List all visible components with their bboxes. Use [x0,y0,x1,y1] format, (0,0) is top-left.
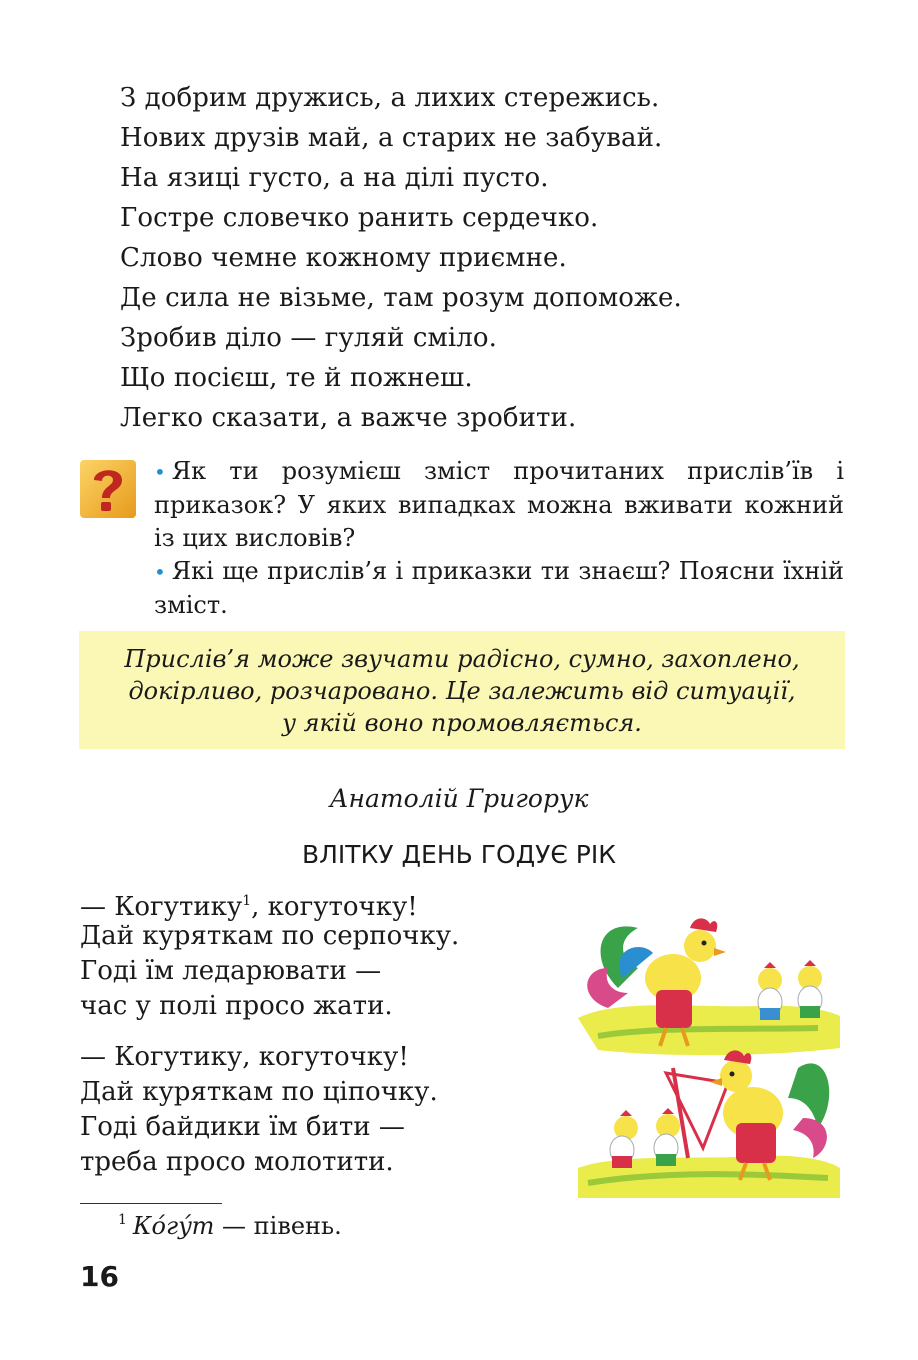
proverb-line: Легко сказати, а важче зробити. [120,403,577,433]
poem-line: Годі байдики їм бити — [80,1112,405,1142]
note-text: Прислів’я може звучати радісно, сумно, захоплено, докірливо, розчаровано. Це залежить від ситуації, у якій воно промовляється. [124,645,800,737]
proverb-line: Слово чемне кожному приємне. [120,243,567,273]
poem-line: Годі їм ледарювати — [80,956,382,986]
bullet-icon: • [154,460,166,484]
poem-line: — Когутику$^1$, когуточку! [80,892,418,922]
proverb-line: Що посієш, те й пожнеш. [120,363,473,393]
proverb-line: Зробив діло — гуляй сміло. [120,323,497,353]
poem-stanza-1 [80,884,459,1024]
proverb-line: Де сила не візьме, там розум допоможе. [120,283,682,313]
proverb-line: З добрим дружись, а лихих стережись. [120,83,660,113]
poem-line: треба просо молотити. [80,1147,394,1177]
footnote-number: 1 [118,1212,127,1228]
question-mark-icon [80,460,136,518]
rooster-chicks-illustration [578,898,840,1198]
poem-line: — Когутику, когуточку! [80,1042,409,1072]
question-item: • Які ще прислів’я і приказки ти знаєш? Поясни їхній зміст. [154,557,844,619]
proverb-line: Нових друзів май, а старих не забувай. [120,123,663,153]
question-item: • Як ти розумієш зміст прочитаних прислів’їв і приказок? У яких випадках можна вживати кожний із цих висловів? [154,457,844,552]
footnote-marker: 1 [242,893,252,909]
proverb-line: Гостре словечко ранить сердечко. [120,203,599,233]
poem-line: час у полі просо жати. [80,991,393,1021]
footnote [118,1212,342,1240]
bullet-icon: • [154,560,166,584]
proverb-line: На язиці густо, а на ділі пусто. [120,163,549,193]
footnote-divider [80,1203,222,1204]
poem-stanza-2 [80,1040,438,1180]
poem-title: ВЛІТКУ ДЕНЬ ГОДУЄ РІК [301,840,617,869]
footnote-definition: — півень. [214,1212,342,1240]
questions-block [154,455,844,622]
proverbs-list [120,78,682,438]
note-box [79,631,845,749]
poem-author: Анатолій Григорук [329,784,589,813]
poem-line: Дай куряткам по ціпочку. [80,1077,438,1107]
footnote-term: Кóгýт [132,1212,215,1240]
page-number: 16 [80,1260,119,1293]
poem-line: Дай куряткам по серпочку. [80,921,460,951]
